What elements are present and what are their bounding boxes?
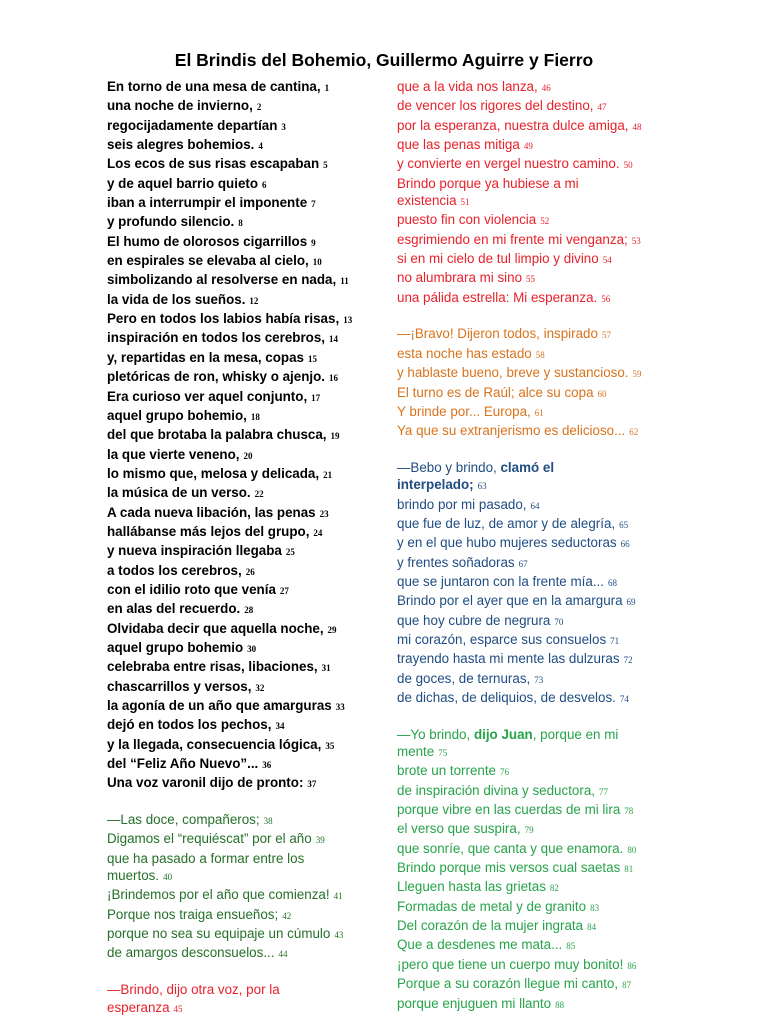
verse-line-continuation: existencia 51 — [397, 193, 470, 209]
verse-line: que fue de luz, de amor y de alegría, 65 — [397, 515, 629, 531]
stanza-gap — [397, 442, 677, 459]
verse-line: brindo por mi pasado, 64 — [397, 496, 540, 512]
verse-line: Porque nos traiga ensueños; 42 — [107, 906, 292, 922]
verse-line: porque vibre en las cuerdas de mi lira 78 — [397, 802, 634, 818]
verse-line: Digamos el “requiéscat” por el año 39 — [107, 831, 325, 847]
verse-line: Formadas de metal y de granito 83 — [397, 898, 600, 914]
verse-line: porque enjuguen mi llanto 88 — [397, 995, 565, 1011]
verse-line: Del corazón de la mujer ingrata 84 — [397, 918, 597, 934]
stanza-gap — [397, 308, 677, 325]
verse-line: y, repartidas en la mesa, copas 15 — [107, 349, 317, 365]
verse-line: —Brindo, dijo otra voz, por la — [107, 982, 280, 998]
verse-line: la agonía de un año que amarguras 33 — [107, 698, 345, 713]
verse-line: del que brotaba la palabra chusca, 19 — [107, 427, 340, 443]
verse-line: que hoy cubre de negrura 70 — [397, 612, 564, 628]
verse-line: trayendo hasta mi mente las dulzuras 72 — [397, 651, 633, 667]
verse-line: hallábanse más lejos del grupo, 24 — [107, 523, 323, 539]
verse-line: y nueva inspiración llegaba 25 — [107, 543, 295, 559]
verse-line: con el idilio roto que venía 27 — [107, 581, 289, 597]
verse-line-continuation: esperanza 45 — [107, 999, 183, 1015]
verse-line-continuation: muertos. 40 — [107, 868, 173, 884]
verse-line: por la esperanza, nuestra dulce amiga, 48 — [397, 117, 642, 133]
verse-line: y convierte en vergel nuestro camino. 50 — [397, 156, 633, 172]
verse-line: esgrimiendo en mi frente mi venganza; 53 — [397, 231, 641, 247]
stanza-gap — [397, 708, 677, 725]
speaker-highlight: dijo Juan — [473, 726, 533, 742]
verse-line: Era curioso ver aquel conjunto, 17 — [107, 388, 321, 404]
verse-line-continuation: interpelado; 63 — [397, 477, 487, 493]
verse-line: y hablaste bueno, breve y sustancioso. 59 — [397, 365, 642, 381]
verse-line: una noche de invierno, 2 — [107, 98, 262, 114]
right-column — [397, 78, 677, 1014]
verse-line: El turno es de Raúl; alce su copa 60 — [397, 384, 607, 400]
verse-line: Pero en todos los labios había risas, 13 — [107, 311, 353, 327]
verse-line: del “Feliz Año Nuevo”... 36 — [107, 756, 272, 772]
verse-line: a todos los cerebros, 26 — [107, 562, 255, 578]
verse-line: Ya que su extranjerismo es delicioso... 62 — [397, 423, 639, 439]
verse-line: mi corazón, esparce sus consuelos 71 — [397, 631, 620, 647]
verse-line: dejó en todos los pechos, 34 — [107, 717, 285, 733]
verse-line: una pálida estrella: Mi esperanza. 56 — [397, 289, 611, 305]
verse-line: porque no sea su equipaje un cúmulo 43 — [107, 926, 344, 942]
verse-line: de dichas, de deliquios, de desvelos. 74 — [397, 690, 629, 705]
verse-line: inspiración en todos los cerebros, 14 — [107, 330, 339, 346]
verse-line: Brindo porque ya hubiese a mi — [397, 175, 579, 191]
verse-line: de inspiración divina y seductora, 77 — [397, 782, 608, 798]
verse-line: no alumbrara mi sino 55 — [397, 270, 536, 286]
verse-line: la que vierte veneno, 20 — [107, 446, 253, 462]
document-title: El Brindis del Bohemio, Guillermo Aguirre y Fierro — [174, 50, 594, 70]
verse-line: ¡Brindemos por el año que comienza! 41 — [107, 887, 343, 903]
verse-line: y la llegada, consecuencia lógica, 35 — [107, 736, 335, 752]
verse-line: pletóricas de ron, whisky o ajenjo. 16 — [107, 369, 339, 385]
verse-line: Brindo por el ayer que en la amargura 69 — [397, 593, 636, 609]
stanza-gap — [107, 794, 382, 811]
verse-line: —Las doce, compañeros; 38 — [107, 812, 273, 828]
verse-line: Que a desdenes me mata... 85 — [397, 937, 576, 953]
verse-line: aquel grupo bohemio 30 — [107, 639, 257, 655]
verse-line: la vida de los sueños. 12 — [107, 291, 259, 307]
left-column — [107, 78, 382, 1018]
verse-line: Los ecos de sus risas escapaban 5 — [107, 156, 328, 172]
verse-line: en espirales se elevaba al cielo, 10 — [107, 253, 322, 269]
verse-line: que las penas mitiga 49 — [397, 137, 533, 153]
verse-line: aquel grupo bohemio, 18 — [107, 407, 260, 423]
verse-line: en alas del recuerdo. 28 — [107, 601, 254, 617]
verse-line: y en el que hubo mujeres seductoras 66 — [397, 535, 630, 551]
verse-line: lo mismo que, melosa y delicada, 21 — [107, 465, 333, 481]
verse-line: A cada nueva libación, las penas 23 — [107, 504, 329, 520]
verse-line: Olvidaba decir que aquella noche, 29 — [107, 620, 337, 636]
verse-line: celebraba entre risas, libaciones, 31 — [107, 659, 331, 675]
verse-line: Porque a su corazón llegue mi canto, 87 — [397, 976, 632, 992]
verse-line: la música de un verso. 22 — [107, 485, 264, 501]
verse-line: el verso que suspira, 79 — [397, 821, 534, 837]
verse-line: y de aquel barrio quieto 6 — [107, 175, 267, 191]
verse-line: ¡pero que tiene un cuerpo muy bonito! 86 — [397, 956, 637, 972]
verse-line: regocijadamente departían 3 — [107, 117, 286, 133]
verse-line: que a la vida nos lanza, 46 — [397, 79, 551, 94]
verse-line: —Bebo y brindo, clamó el — [397, 459, 555, 475]
verse-line-continuation: mente 75 — [397, 744, 448, 760]
verse-line: seis alegres bohemios. 4 — [107, 137, 263, 153]
speaker-highlight: clamó el — [500, 459, 555, 475]
verse-line: esta noche has estado 58 — [397, 345, 545, 361]
verse-line: que se juntaron con la frente mía... 68 — [397, 573, 617, 589]
verse-line: puesto fin con violencia 52 — [397, 212, 550, 228]
stanza-gap — [107, 964, 382, 981]
verse-line: El humo de olorosos cigarrillos 9 — [107, 233, 316, 249]
verse-line: que ha pasado a formar entre los — [107, 850, 305, 866]
verse-line: Brindo porque mis versos cual saetas 81 — [397, 860, 634, 876]
verse-line: y profundo silencio. 8 — [107, 214, 243, 230]
verse-line: iban a interrumpir el imponente 7 — [107, 195, 316, 211]
verse-line: y frentes soñadoras 67 — [397, 554, 528, 570]
verse-line: de vencer los rigores del destino, 47 — [397, 98, 607, 114]
verse-line: simbolizando al resolverse en nada, 11 — [107, 272, 349, 288]
verse-line: si en mi cielo de tul limpio y divino 54 — [397, 251, 612, 267]
verse-line: En torno de una mesa de cantina, 1 — [107, 79, 330, 94]
verse-line: de amargos desconsuelos... 44 — [107, 945, 288, 961]
verse-line: chascarrillos y versos, 32 — [107, 678, 265, 694]
verse-line: Lleguen hasta las grietas 82 — [397, 879, 559, 895]
verse-line: —¡Bravo! Dijeron todos, inspirado 57 — [397, 326, 611, 342]
verse-line: Y brinde por... Europa, 61 — [397, 403, 544, 419]
verse-line: Una voz varonil dijo de pronto: 37 — [107, 775, 317, 791]
verse-line: brote un torrente 76 — [397, 763, 510, 779]
verse-line: que sonríe, que canta y que enamora. 80 — [397, 840, 637, 856]
verse-line: de goces, de ternuras, 73 — [397, 670, 544, 686]
verse-line: —Yo brindo, dijo Juan, porque en mi — [397, 726, 619, 742]
